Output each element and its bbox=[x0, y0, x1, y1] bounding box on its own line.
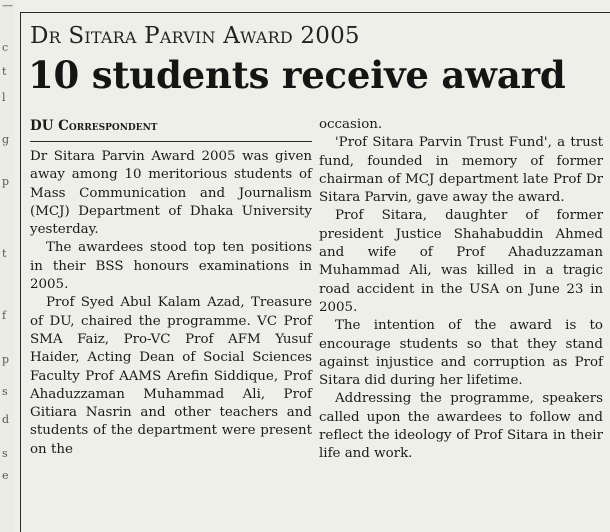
margin-fragment: p bbox=[2, 353, 10, 366]
body-paragraph: Addressing the programme, speakers called upon the awardees to follow and reflect the ideology of Prof Sitara in their life and work. bbox=[319, 391, 603, 462]
byline-rule bbox=[30, 141, 312, 142]
margin-fragment: t bbox=[2, 247, 7, 260]
article-kicker: Dr Sitara Parvin Award 2005 bbox=[30, 23, 360, 49]
body-paragraph: The awardees stood top ten positions in their BSS honours examinations in 2005. bbox=[30, 240, 312, 293]
body-paragraph: Prof Syed Abul Kalam Azad, Treasure of DU, chaired the programme. VC Prof SMA Faiz, Pro-VC Prof AFM Yusuf Haider, Acting Dean of Social Sciences Faculty Prof AAMS Arefin Siddique, Prof Ahaduzzaman Muhammad Ali, Prof Gitiara Nasrin and other teachers and students of the department were present on the bbox=[30, 295, 312, 457]
left-border-rule bbox=[20, 12, 21, 532]
body-paragraph: The intention of the award is to encourage students so that they stand against injustice and corruption as Prof Sitara did during her lifetime. bbox=[319, 318, 603, 389]
article-column-left bbox=[30, 148, 312, 459]
margin-fragment: g bbox=[2, 133, 10, 146]
margin-fragment: — bbox=[2, 0, 13, 12]
article-headline: 10 students receive award bbox=[28, 53, 566, 97]
body-paragraph: Dr Sitara Parvin Award 2005 was given away among 10 meritorious students of Mass Communication and Journalism (MCJ) Department of Dhaka University yesterday. bbox=[30, 149, 312, 238]
adjacent-column-edge bbox=[0, 0, 14, 532]
body-paragraph: occasion. bbox=[319, 117, 383, 132]
body-paragraph: 'Prof Sitara Parvin Trust Fund', a trust fund, founded in memory of former chairman of MCJ department late Prof Dr Sitara Parvin, gave away the award. bbox=[319, 135, 603, 206]
margin-fragment: t bbox=[2, 65, 7, 78]
news-clipping bbox=[14, 0, 610, 532]
margin-fragment: c bbox=[2, 41, 9, 54]
article-column-right bbox=[319, 116, 603, 464]
margin-fragment: s bbox=[2, 447, 8, 460]
body-paragraph: Prof Sitara, daughter of former president Justice Shahabuddin Ahmed and wife of Prof Ahaduzzaman Muhammad Ali, was killed in a tragic road accident in the USA on June 23 in 2005. bbox=[319, 208, 603, 315]
margin-fragment: p bbox=[2, 175, 10, 188]
margin-fragment: s bbox=[2, 385, 8, 398]
article-byline: DU Correspondent bbox=[30, 118, 158, 134]
margin-fragment: d bbox=[2, 413, 10, 426]
margin-fragment: l bbox=[2, 91, 6, 104]
top-border-rule bbox=[20, 12, 610, 13]
margin-fragment: e bbox=[2, 469, 9, 482]
margin-fragment: f bbox=[2, 309, 7, 322]
